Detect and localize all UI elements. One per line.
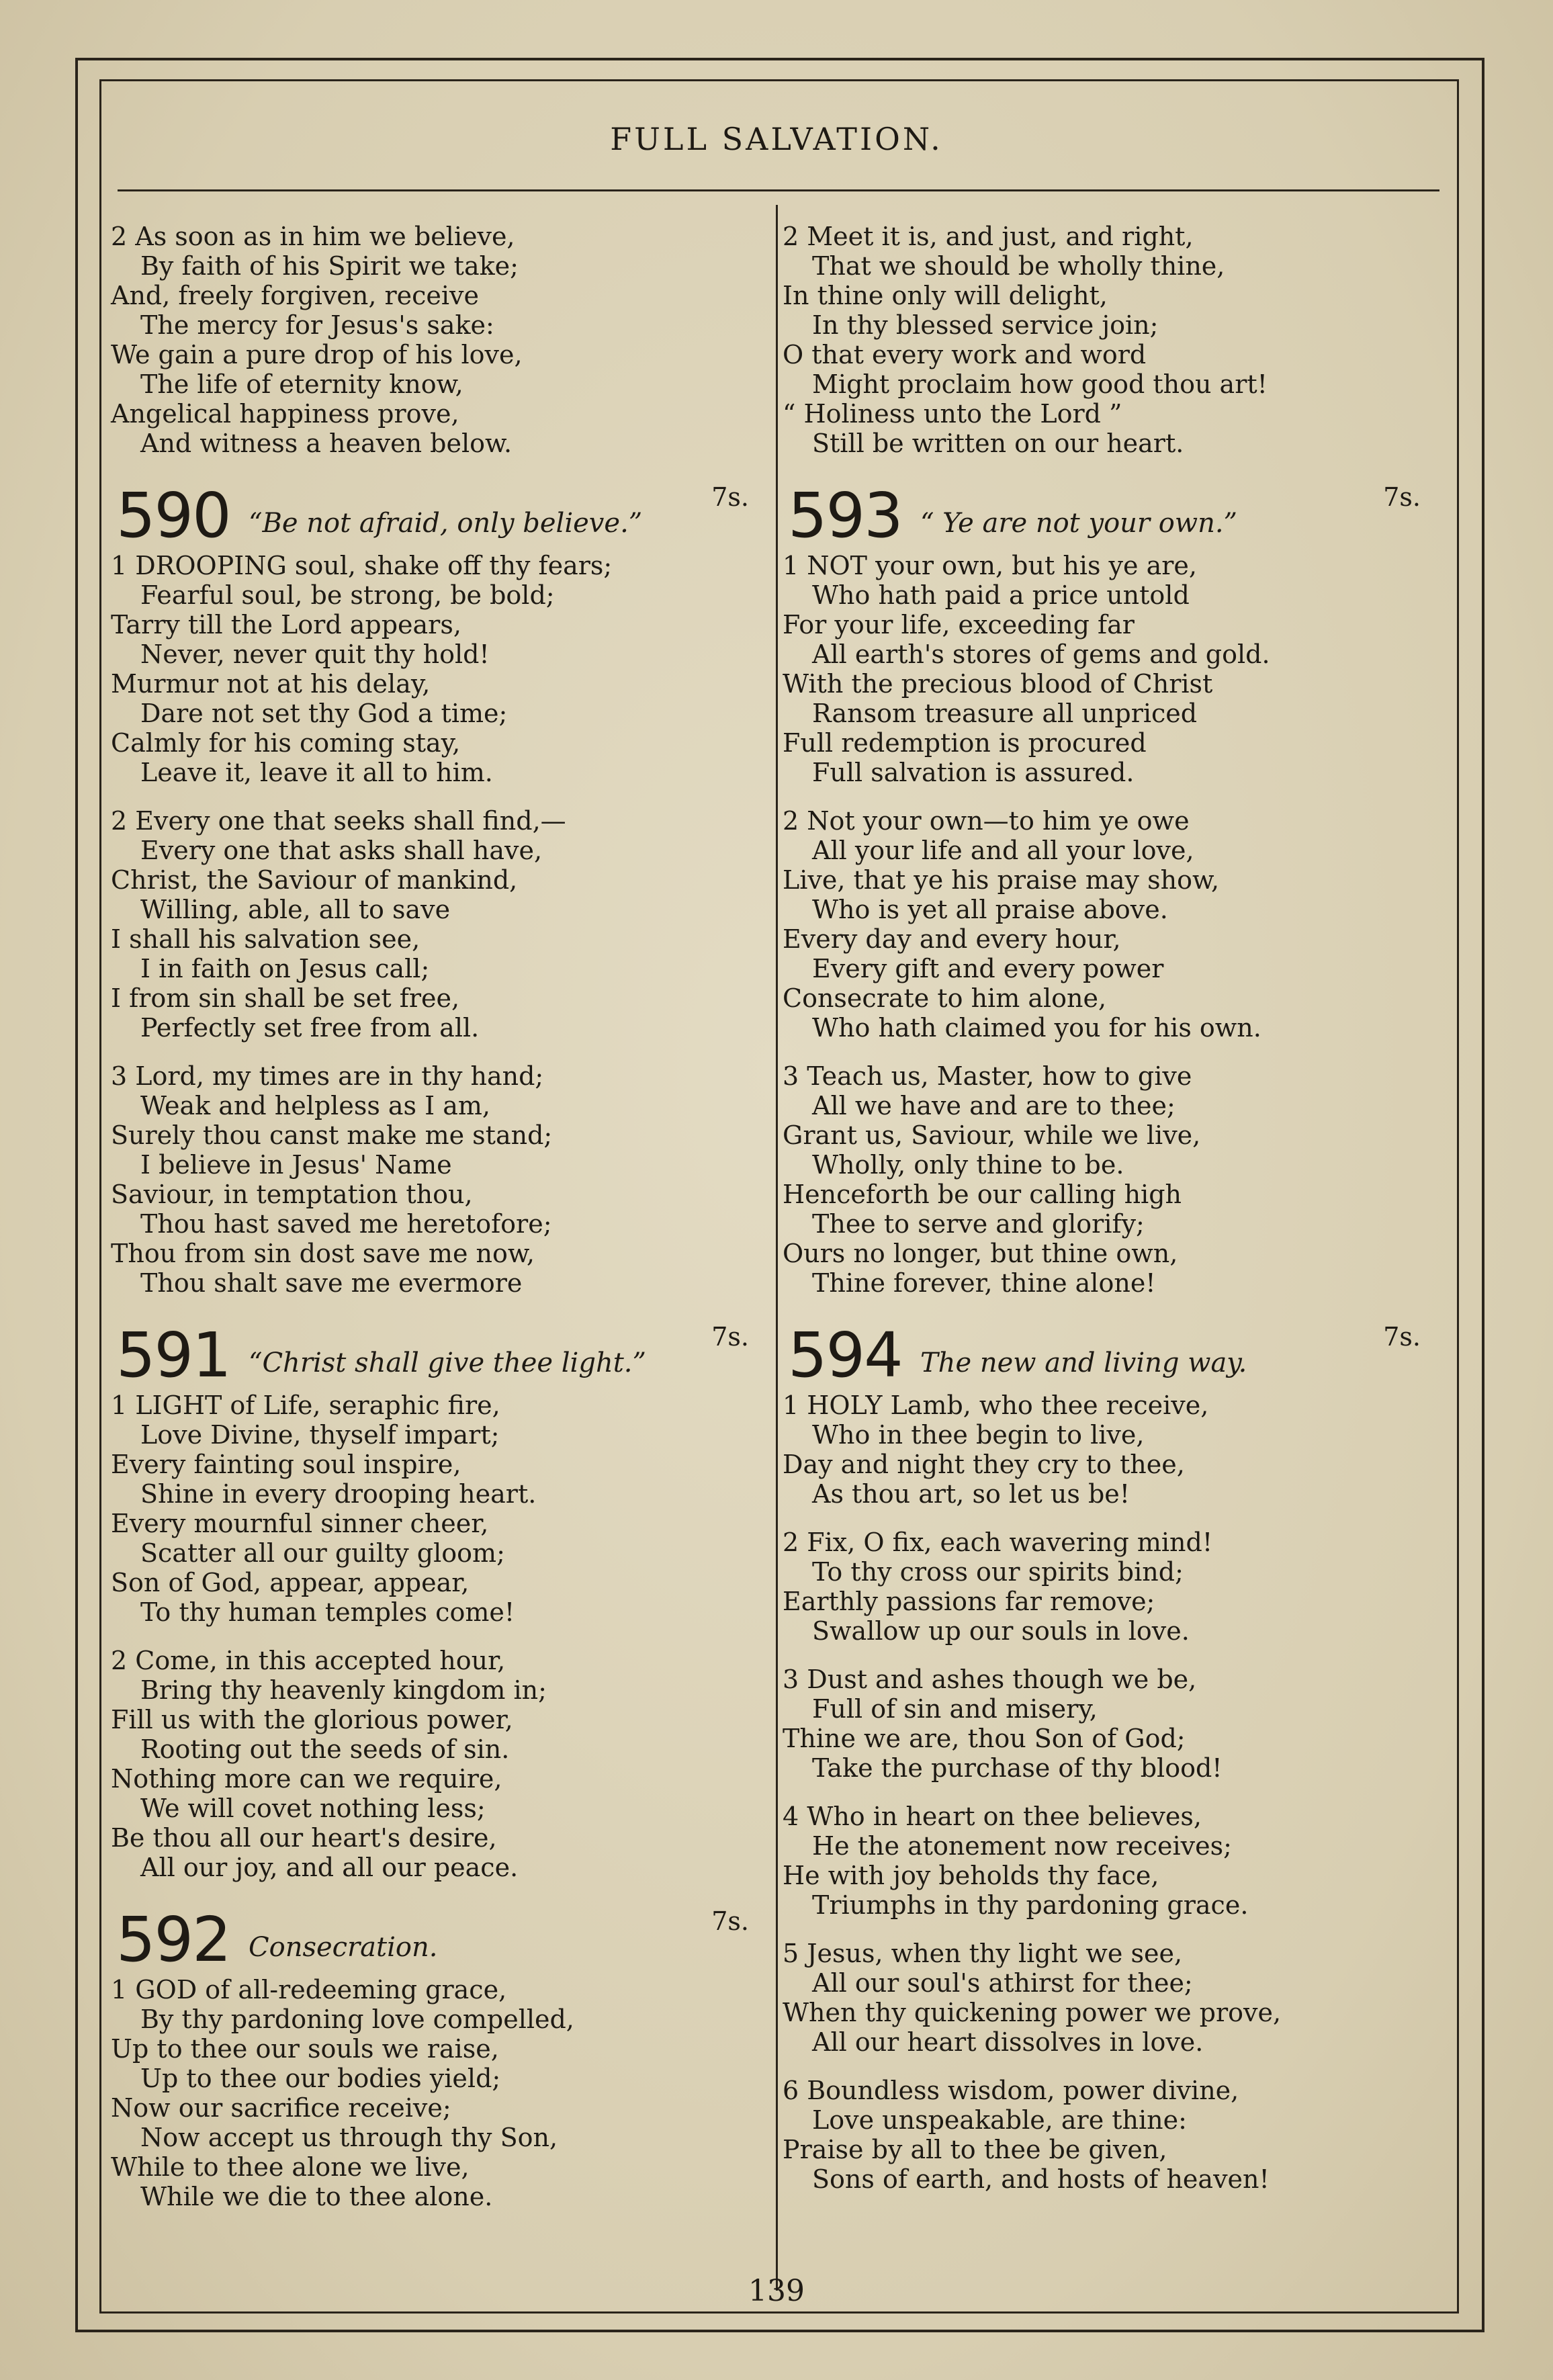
page-number: 139 — [748, 2274, 805, 2308]
verse-line: Every gift and every power — [812, 954, 1164, 983]
hymn-number: 592 — [116, 1904, 230, 1976]
verse-line: Who in thee begin to live, — [812, 1420, 1145, 1450]
verse-line: Consecrate to him alone, — [783, 983, 1107, 1013]
verse-line: 3 Dust and ashes though we be, — [783, 1665, 1197, 1694]
hymn-heading — [111, 1901, 749, 1976]
verse-line: Ours no longer, but thine own, — [783, 1239, 1178, 1268]
stanza — [783, 1802, 1421, 1920]
verse-line: 6 Boundless wisdom, power divine, — [783, 2076, 1239, 2105]
verse-line: Full redemption is procured — [783, 728, 1147, 758]
verse-line: In thine only will delight, — [783, 281, 1108, 310]
verse-line: Sons of earth, and hosts of heaven! — [812, 2164, 1270, 2194]
verse-line: Calmly for his coming stay, — [111, 728, 461, 758]
verse-line: Fearful soul, be strong, be bold; — [140, 580, 555, 610]
verse-line: I from sin shall be set free, — [111, 983, 460, 1013]
verse-line: For your life, exceeding far — [783, 610, 1135, 640]
verse-line: 1 HOLY Lamb, who thee receive, — [783, 1391, 1209, 1420]
verse-line: All your life and all your love, — [812, 836, 1194, 865]
verse-line: Full salvation is assured. — [812, 758, 1135, 787]
verse-line: Thou shalt save me evermore — [140, 1268, 523, 1298]
verse-line: All our soul's athirst for thee; — [812, 1968, 1193, 1998]
verse-line: Dare not set thy God a time; — [140, 699, 508, 728]
verse-line: I in faith on Jesus call; — [140, 954, 430, 983]
verse-line: Be thou all our heart's desire, — [111, 1823, 497, 1853]
verse-line: Saviour, in temptation thou, — [111, 1180, 473, 1209]
hymn-title: The new and living way. — [920, 1348, 1247, 1378]
verse-line: And, freely forgiven, receive — [111, 281, 480, 310]
verse-line: All our joy, and all our peace. — [140, 1853, 519, 1882]
verse-line: 1 NOT your own, but his ye are, — [783, 551, 1197, 580]
verse-line: 2 Come, in this accepted hour, — [111, 1646, 506, 1675]
hymn-number: 594 — [788, 1319, 902, 1391]
verse-line: When thy quickening power we prove, — [783, 1998, 1282, 2027]
verse-line: Swallow up our souls in love. — [812, 1616, 1190, 1646]
verse-line: Earthly passions far remove; — [783, 1587, 1155, 1616]
verse-line: Up to thee our souls we raise, — [111, 2034, 499, 2064]
verse-line: 3 Teach us, Master, how to give — [783, 1061, 1192, 1091]
verse-line: And witness a heaven below. — [140, 429, 513, 458]
verse-line: Still be written on our heart. — [812, 429, 1184, 458]
verse-line: Love Divine, thyself impart; — [140, 1420, 500, 1450]
verse-line: We will covet nothing less; — [140, 1794, 486, 1823]
verse-line: Who hath claimed you for his own. — [812, 1013, 1261, 1043]
verse-line: Nothing more can we require, — [111, 1764, 502, 1794]
verse-line: Thou hast saved me heretofore; — [140, 1209, 552, 1239]
verse-line: Son of God, appear, appear, — [111, 1568, 470, 1597]
verse-line: I believe in Jesus' Name — [140, 1150, 452, 1180]
verse-line: Every mournful sinner cheer, — [111, 1509, 489, 1538]
verse-line: Now accept us through thy Son, — [140, 2123, 558, 2152]
header-rule — [118, 189, 1439, 191]
verse-line: By faith of his Spirit we take; — [140, 251, 519, 281]
verse-line: Thine we are, thou Son of God; — [783, 1724, 1186, 1753]
hymn-meter: 7s. — [711, 1906, 749, 1936]
verse-line: I shall his salvation see, — [111, 924, 420, 954]
stanza — [783, 1939, 1421, 2057]
right-column — [783, 222, 1421, 2213]
verse-line: Thou from sin dost save me now, — [111, 1239, 535, 1268]
verse-line: Leave it, leave it all to him. — [140, 758, 493, 787]
verse-line: Murmur not at his delay, — [111, 669, 431, 699]
verse-line: All our heart dissolves in love. — [812, 2027, 1204, 2057]
hymn-number: 591 — [116, 1319, 230, 1391]
stanza — [111, 1975, 749, 2211]
verse-line: 2 Fix, O fix, each wavering mind! — [783, 1528, 1213, 1557]
hymn-number: 593 — [788, 480, 902, 552]
verse-line: All earth's stores of gems and gold. — [812, 640, 1270, 669]
verse-line: Henceforth be our calling high — [783, 1180, 1182, 1209]
stanza — [783, 806, 1421, 1043]
verse-line: As thou art, so let us be! — [812, 1479, 1130, 1509]
verse-line: 2 Not your own—to him ye owe — [783, 806, 1190, 836]
hymn-heading — [111, 1317, 749, 1391]
verse-line: In thy blessed service join; — [812, 310, 1159, 340]
verse-line: Take the purchase of thy blood! — [812, 1753, 1223, 1783]
verse-line: Perfectly set free from all. — [140, 1013, 480, 1043]
verse-line: Live, that ye his praise may show, — [783, 865, 1220, 895]
verse-line: Wholly, only thine to be. — [812, 1150, 1124, 1180]
verse-line: He with joy beholds thy face, — [783, 1861, 1159, 1890]
verse-line: 2 Meet it is, and just, and right, — [783, 222, 1194, 251]
page-title: FULL SALVATION. — [610, 121, 943, 157]
verse-line: Weak and helpless as I am, — [140, 1091, 490, 1120]
verse-line: 2 As soon as in him we believe, — [111, 222, 515, 251]
verse-line: Christ, the Saviour of mankind, — [111, 865, 518, 895]
verse-line: Now our sacrifice receive; — [111, 2093, 451, 2123]
verse-line: Angelical happiness prove, — [111, 399, 459, 429]
stanza — [111, 1061, 749, 1298]
hymn-title: Consecration. — [249, 1932, 438, 1963]
verse-line: 4 Who in heart on thee believes, — [783, 1802, 1202, 1831]
verse-line: O that every work and word — [783, 340, 1147, 369]
verse-line: Who hath paid a price untold — [812, 580, 1190, 610]
verse-line: Shine in every drooping heart. — [140, 1479, 537, 1509]
hymn-title: “Be not afraid, only believe.” — [249, 508, 643, 539]
hymn-heading — [783, 1317, 1421, 1391]
verse-line: 1 DROOPING soul, shake off thy fears; — [111, 551, 613, 580]
left-column — [111, 222, 749, 2230]
verse-line: Might proclaim how good thou art! — [812, 369, 1268, 399]
verse-line: Day and night they cry to thee, — [783, 1450, 1185, 1479]
verse-line: 1 LIGHT of Life, seraphic fire, — [111, 1391, 500, 1420]
verse-line: That we should be wholly thine, — [812, 251, 1225, 281]
verse-line: We gain a pure drop of his love, — [111, 340, 523, 369]
hymn-meter: 7s. — [1383, 1322, 1421, 1352]
hymn-title: “ Ye are not your own.” — [920, 508, 1237, 539]
stanza — [783, 1528, 1421, 1646]
verse-line: 1 GOD of all-redeeming grace, — [111, 1975, 507, 2004]
verse-line: Every fainting soul inspire, — [111, 1450, 461, 1479]
verse-line: 5 Jesus, when thy light we see, — [783, 1939, 1183, 1968]
stanza — [111, 1391, 749, 1627]
verse-line: While to thee alone we live, — [111, 2152, 470, 2182]
verse-line: The life of eternity know, — [140, 369, 463, 399]
stanza — [783, 1061, 1421, 1298]
verse-line: 2 Every one that seeks shall find,— — [111, 806, 566, 836]
verse-line: All we have and are to thee; — [812, 1091, 1175, 1120]
verse-line: Bring thy heavenly kingdom in; — [140, 1675, 547, 1705]
verse-line: With the precious blood of Christ — [783, 669, 1213, 699]
verse-line: Full of sin and misery, — [812, 1694, 1098, 1724]
verse-line: Thine forever, thine alone! — [812, 1268, 1156, 1298]
continuation-stanza — [783, 222, 1421, 458]
verse-line: While we die to thee alone. — [140, 2182, 493, 2211]
continuation-stanza — [111, 222, 749, 458]
verse-line: Love unspeakable, are thine: — [812, 2105, 1187, 2135]
hymn-meter: 7s. — [711, 482, 749, 512]
verse-line: Scatter all our guilty gloom; — [140, 1538, 505, 1568]
verse-line: “ Holiness unto the Lord ” — [783, 399, 1122, 429]
verse-line: He the atonement now receives; — [812, 1831, 1232, 1861]
verse-line: Ransom treasure all unpriced — [812, 699, 1198, 728]
verse-line: Every one that asks shall have, — [140, 836, 543, 865]
verse-line: Willing, able, all to save — [140, 895, 451, 924]
stanza — [783, 551, 1421, 787]
stanza — [111, 551, 749, 787]
verse-line: To thy human temples come! — [140, 1597, 515, 1627]
verse-line: The mercy for Jesus's sake: — [140, 310, 494, 340]
verse-line: Tarry till the Lord appears, — [111, 610, 461, 640]
verse-line: Up to thee our bodies yield; — [140, 2064, 501, 2093]
verse-line: Triumphs in thy pardoning grace. — [812, 1890, 1249, 1920]
verse-line: Fill us with the glorious power, — [111, 1705, 513, 1734]
verse-line: Who is yet all praise above. — [812, 895, 1168, 924]
hymn-meter: 7s. — [1383, 482, 1421, 512]
verse-line: Never, never quit thy hold! — [140, 640, 490, 669]
verse-line: By thy pardoning love compelled, — [140, 2004, 574, 2034]
hymn-heading — [111, 477, 749, 552]
column-divider — [776, 205, 778, 2291]
hymn-title: “Christ shall give thee light.” — [249, 1348, 646, 1378]
verse-line: To thy cross our spirits bind; — [812, 1557, 1184, 1587]
hymn-heading — [783, 477, 1421, 552]
verse-line: Praise by all to thee be given, — [783, 2135, 1167, 2164]
hymn-number: 590 — [116, 480, 230, 552]
verse-line: Grant us, Saviour, while we live, — [783, 1120, 1201, 1150]
verse-line: 3 Lord, my times are in thy hand; — [111, 1061, 544, 1091]
stanza — [783, 2076, 1421, 2194]
verse-line: Surely thou canst make me stand; — [111, 1120, 553, 1150]
verse-line: Thee to serve and glorify; — [812, 1209, 1145, 1239]
stanza — [111, 1646, 749, 1882]
hymn-meter: 7s. — [711, 1322, 749, 1352]
stanza — [783, 1391, 1421, 1509]
verse-line: Every day and every hour, — [783, 924, 1121, 954]
stanza — [111, 806, 749, 1043]
stanza — [783, 1665, 1421, 1783]
verse-line: Rooting out the seeds of sin. — [140, 1734, 510, 1764]
